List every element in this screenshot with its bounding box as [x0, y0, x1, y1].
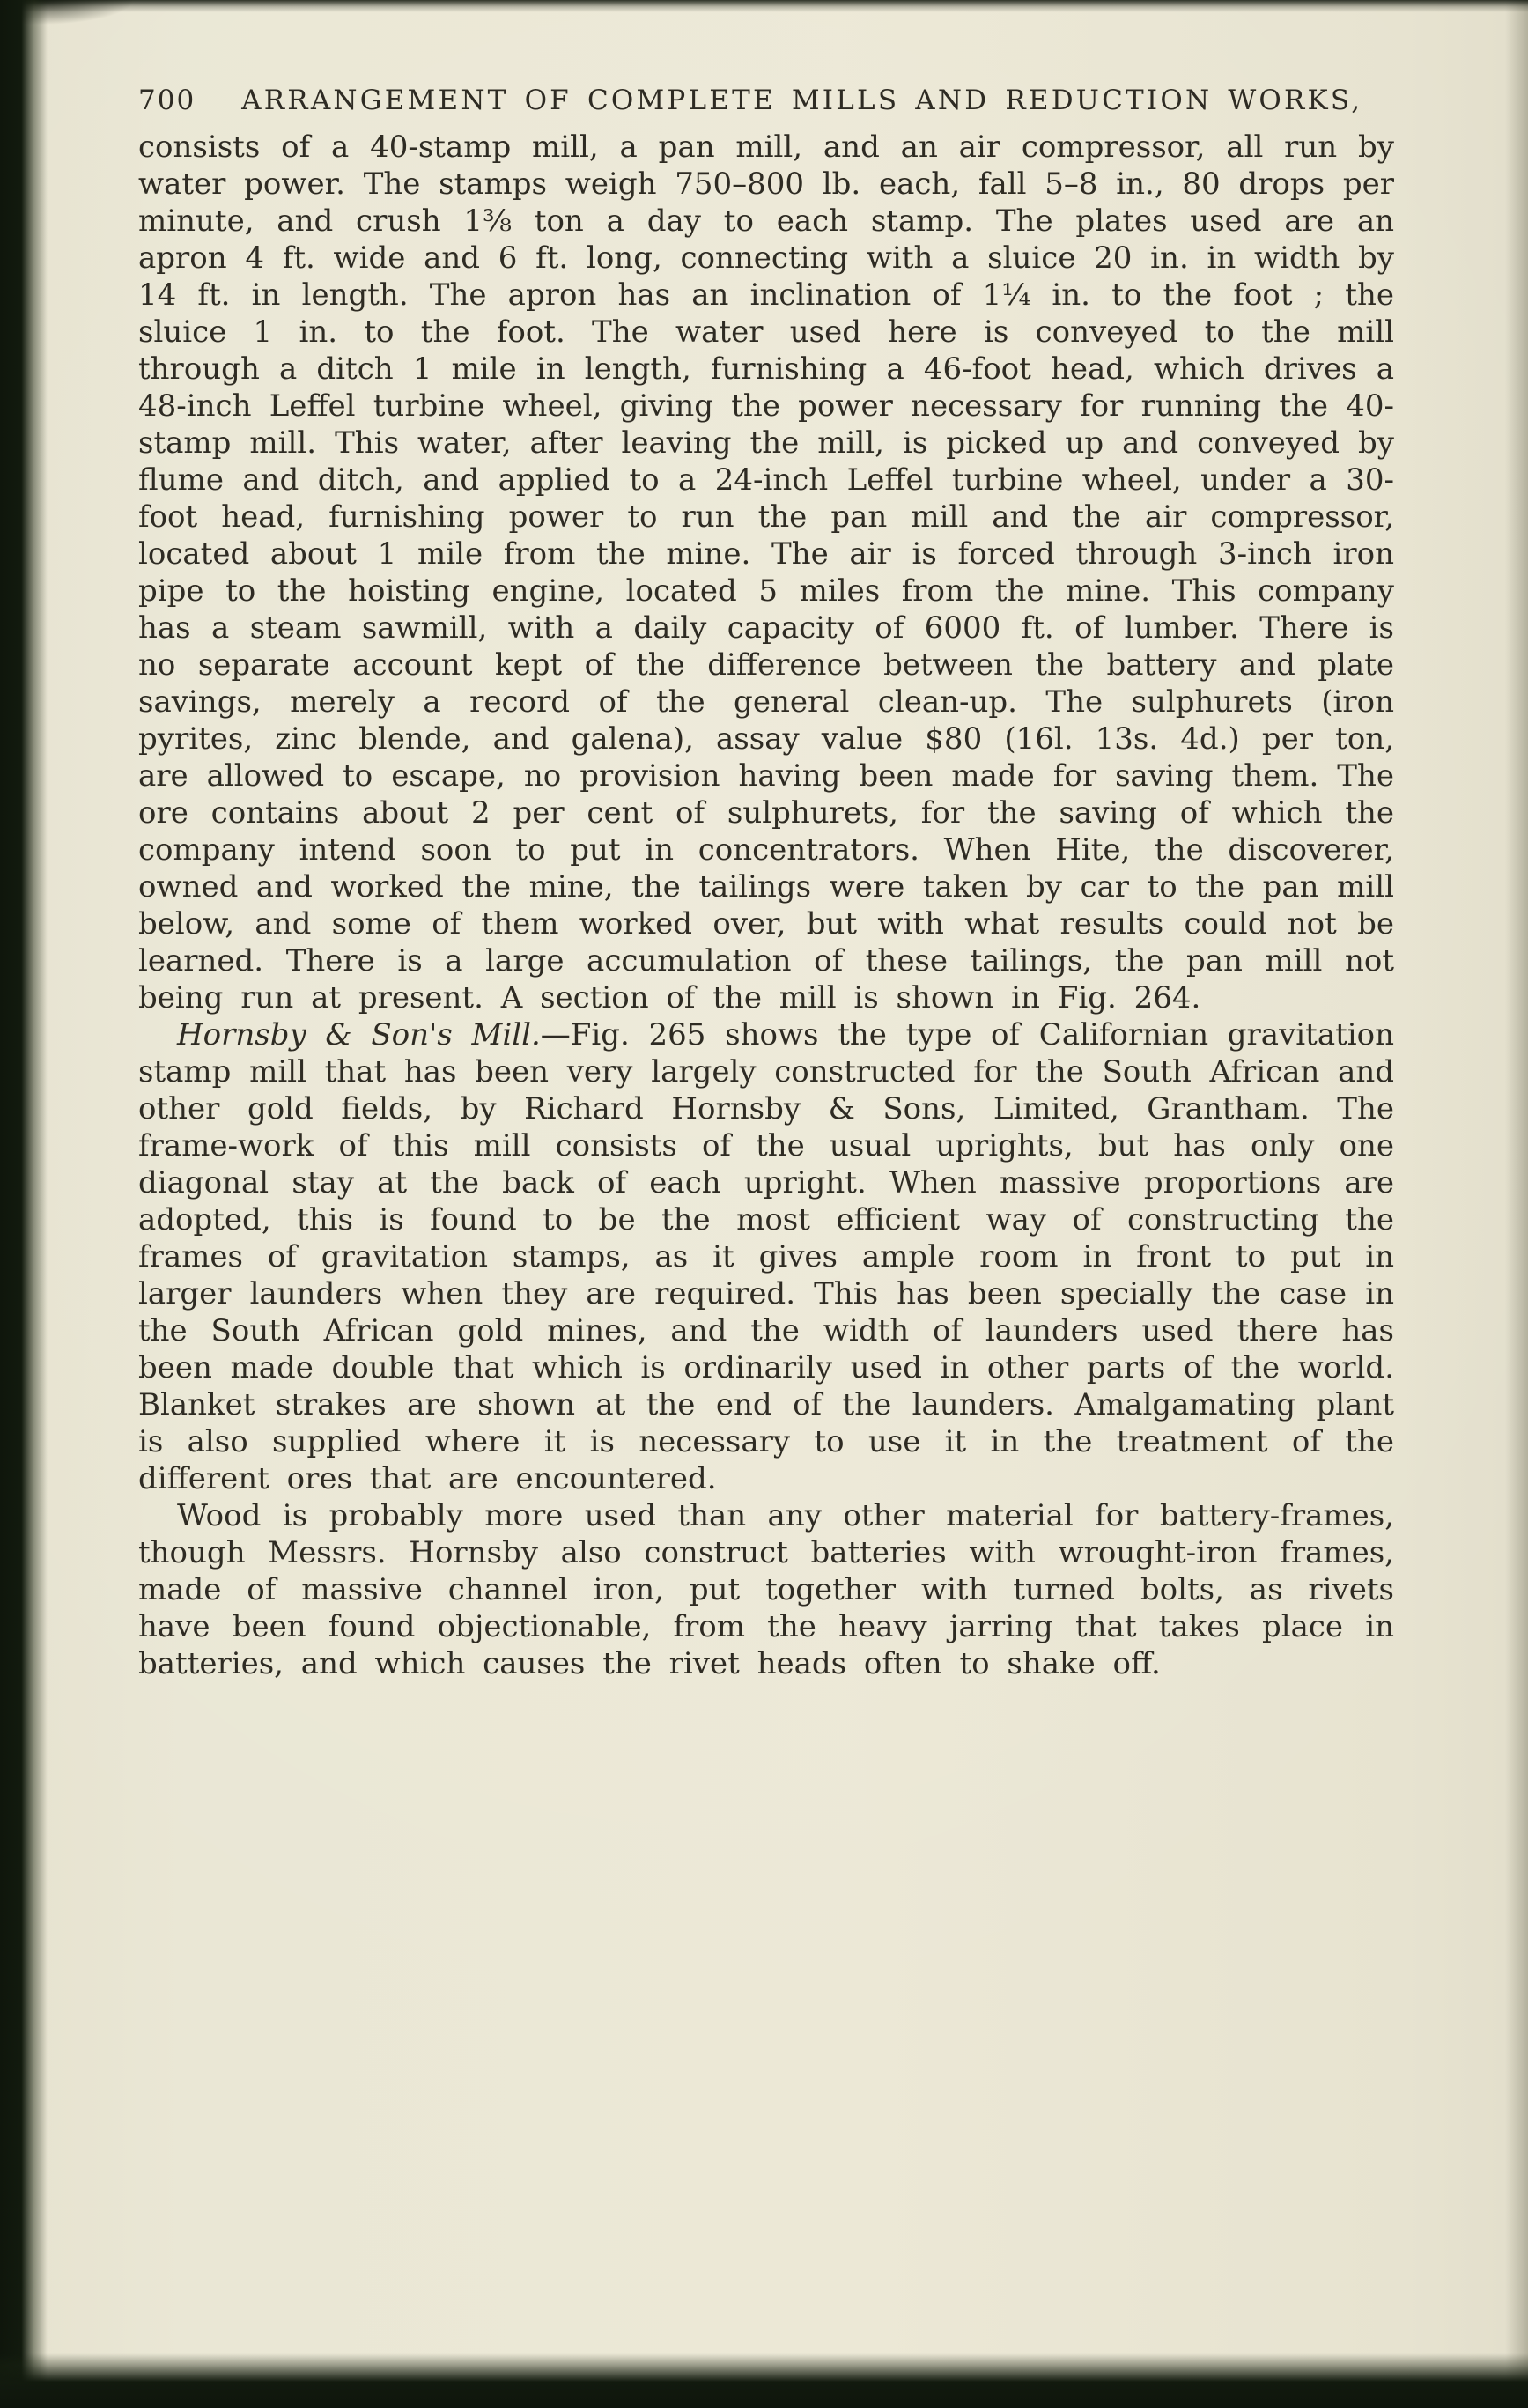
text-block — [138, 129, 1394, 1682]
paragraph-hornsby-lead: Hornsby & Son's Mill. — [177, 1017, 541, 1053]
paragraph-hornsby-text: —Fig. 265 shows the type of Californian gravitation stamp mill that has been very largely constructed for the South African and other gold fields, by Richard Hornsby & Sons, Limited, Grantham. The frame-work of this mill consists of the usual uprights, but has only one diagonal stay at the back of each upright. When massive proportions are adopted, this is found to be the most efficient way of constructing the frames of gravitation stamps, as it gives ample room in front to put in larger launders when they are required. This has been specially the case in the South African gold mines, and the width of launders used there has been made double that which is ordinarily used in other parts of the world. Blanket strakes are shown at the end of the launders. Amalgamating plant is also supplied where it is necessary to use it in the treatment of the different ores that are encountered. — [138, 1017, 1395, 1496]
paragraph-mill-description: consists of a 40-stamp mill, a pan mill, and an air compressor, all run by water power. The stamps weigh 750–800 lb. each, fall 5–8 in., 80 drops per minute, and crush 1⅜ ton a day to each stamp. The plates used are an apron 4 ft. wide and 6 ft. long, connecting with a sluice 20 in. in width by 14 ft. in length. The apron has an inclination of 1¼ in. to the foot ; the sluice 1 in. to the foot. The water used here is conveyed to the mill through a ditch 1 mile in length, furnishing a 46-foot head, which drives a 48-inch Leffel turbine wheel, giving the power necessary for running the 40-stamp mill. This water, after leaving the mill, is picked up and conveyed by flume and ditch, and applied to a 24-inch Leffel turbine wheel, under a 30-foot head, furnishing power to run the pan mill and the air compressor, located about 1 mile from the mine. The air is forced through 3-inch iron pipe to the hoisting engine, located 5 miles from the mine. This company has a steam sawmill, with a daily capacity of 6000 ft. of lumber. There is no separate account kept of the difference between the battery and plate savings, merely a record of the general clean-up. The sulphurets (iron pyrites, zinc blende, and galena), assay value $80 (16l. 13s. 4d.) per ton, are allowed to escape, no provision having been made for saving them. The ore contains about 2 per cent of sulphurets, for the saving of which the company intend soon to put in concentrators. When Hite, the discoverer, owned and worked the mine, the tailings were taken by car to the pan mill below, and some of them worked over, but with what results could not be learned. There is a large accumulation of these tailings, the pan mill not being run at present. A section of the mill is shown in Fig. 264. — [138, 129, 1394, 1016]
page-edge-top — [0, 0, 1528, 12]
page-edge-left — [0, 0, 48, 2408]
page-number: 700 — [138, 85, 196, 116]
running-header — [138, 85, 1394, 116]
page-edge-bottom — [0, 2353, 1528, 2408]
paragraph-wood-frames: Wood is probably more used than any other material for battery-frames, though Messrs. Hornsby also construct batteries with wrought-iron frames, made of massive channel iron, put together with turned bolts, as rivets have been found objectionable, from the heavy jarring that takes place in batteries, and which causes the rivet heads often to shake off. — [138, 1498, 1394, 1681]
page-edge-right — [1505, 0, 1528, 2408]
header-title: ARRANGEMENT OF COMPLETE MILLS AND REDUCTION WORKS, — [241, 85, 1363, 116]
paragraph-hornsby-mill — [138, 1016, 1394, 1497]
